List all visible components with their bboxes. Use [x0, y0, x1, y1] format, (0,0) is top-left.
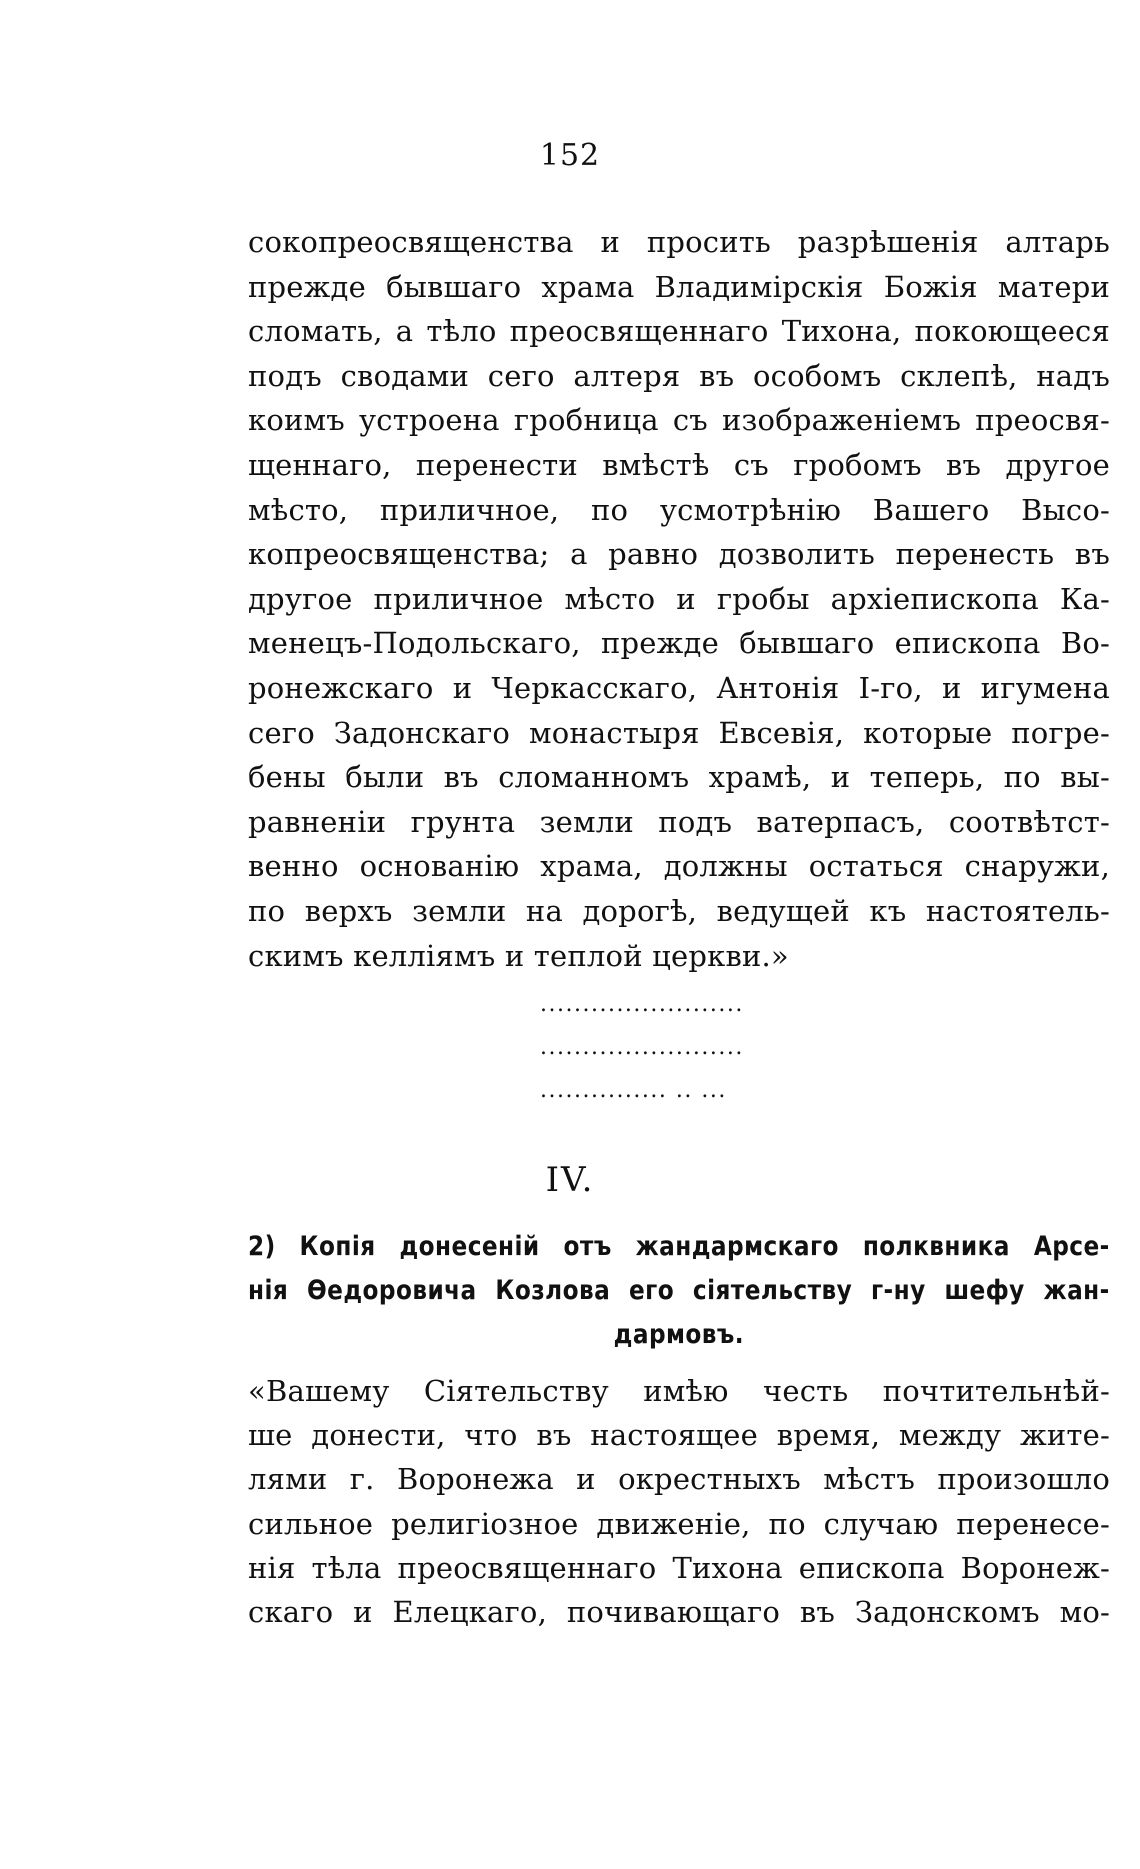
heading-line: 2) Копія донесеній отъ жандармскаго полквника Арсе- — [248, 1231, 1110, 1262]
text-line: скаго и Елецкаго, почивающаго въ Задонскомъ мо- — [248, 1594, 1110, 1629]
heading-line: нія Ѳедоровича Козлова его сіятельству г-ну шефу жан- — [248, 1275, 1110, 1306]
text-line: сокопреосвященства и просить разрѣшенія алтарь — [248, 225, 1110, 259]
ellipsis-row: ............... .. ... — [540, 1078, 727, 1103]
text-line: бены были въ сломанномъ храмѣ, и теперь, по вы- — [248, 760, 1110, 795]
text-line: копреосвященства; а равно дозволить перенесть въ — [248, 537, 1110, 572]
heading-line: дармовъ. — [613, 1319, 745, 1350]
document-heading — [248, 1225, 1110, 1357]
text-line: ше донести, что въ настоящее время, между жите- — [248, 1418, 1110, 1453]
text-line: мѣсто, приличное, по усмотрѣнію Вашего Высо- — [248, 492, 1110, 527]
text-line: сего Задонскаго монастыря Евсевія, которые погре- — [248, 715, 1110, 750]
text-line: сильное религіозное движеніе, по случаю перенесе- — [248, 1506, 1110, 1541]
text-line: менецъ-Подольскаго, прежде бывшаго епископа Во- — [248, 626, 1110, 661]
text-line: другое приличное мѣсто и гробы архіепископа Ка- — [248, 581, 1110, 616]
text-line: коимъ устроена гробница съ изображеніемъ преосвя- — [248, 403, 1110, 438]
page-number: 152 — [539, 138, 601, 173]
paragraph-1 — [248, 220, 1110, 978]
text-line: щеннаго, перенести вмѣстѣ съ гробомъ въ другое — [248, 447, 1110, 482]
ellipsis-row: ........................ — [540, 992, 744, 1017]
section-number: IV. — [545, 1160, 595, 1200]
text-line: «Вашему Сіятельству имѣю честь почтительнѣй- — [248, 1374, 1110, 1408]
text-line: равненіи грунта земли подъ ватерпасъ, соотвѣтст- — [248, 804, 1110, 839]
text-line: скимъ келліямъ и теплой церкви.» — [248, 938, 789, 973]
text-line: прежде бывшаго храма Владимірскія Божія матери — [248, 269, 1110, 304]
text-line: подъ сводами сего алтеря въ особомъ склепѣ, надъ — [248, 358, 1110, 393]
ellipsis-row: ........................ — [540, 1035, 744, 1060]
text-line: нія тѣла преосвященнаго Тихона епископа Воронеж- — [248, 1550, 1110, 1585]
text-line: сломать, а тѣло преосвященнаго Тихона, покоющееся — [248, 314, 1110, 349]
paragraph-2 — [248, 1369, 1110, 1634]
text-line: по верхъ земли на дорогѣ, ведущей къ настоятель- — [248, 893, 1110, 928]
text-line: венно основанію храма, должны остаться снаружи, — [248, 849, 1110, 884]
text-line: ронежскаго и Черкасскаго, Антонія І-го, и игумена — [248, 670, 1110, 705]
text-line: лями г. Воронежа и окрестныхъ мѣстъ произошло — [248, 1462, 1110, 1497]
